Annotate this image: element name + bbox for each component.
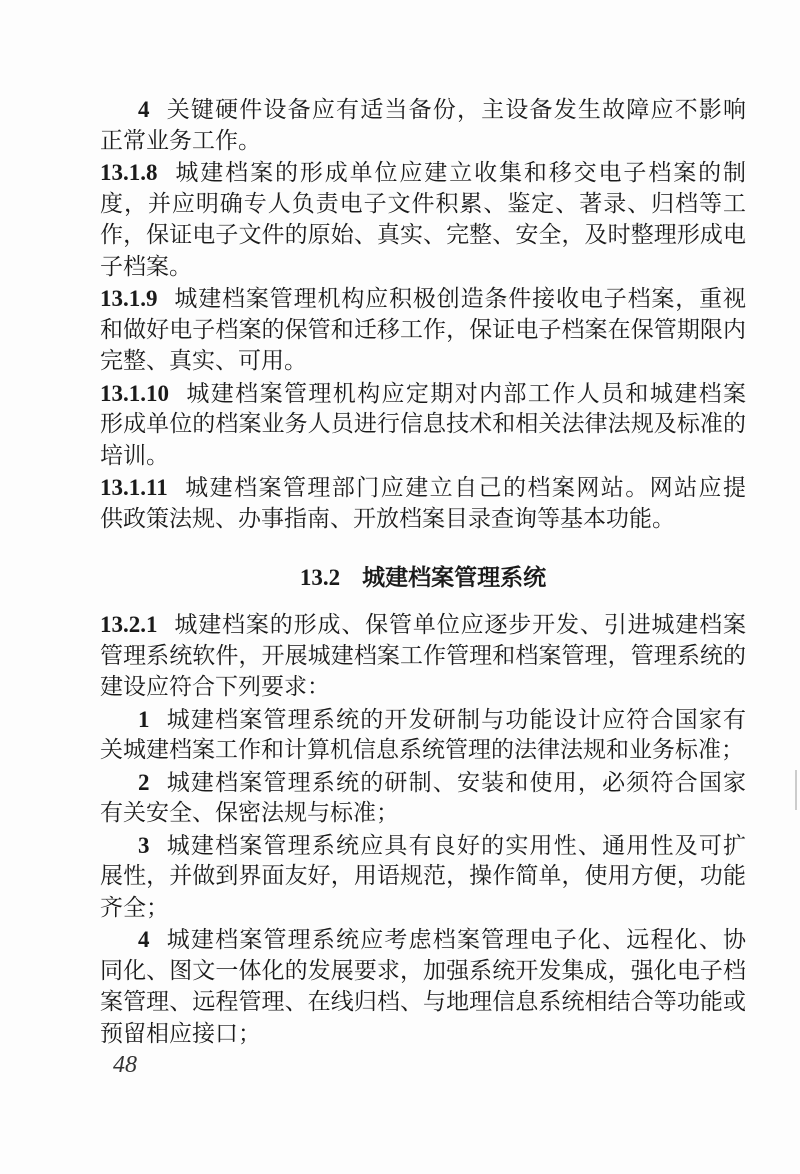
text-line: [100, 735, 746, 767]
section-13-1-continued: [100, 94, 746, 535]
clause-paragraph: [100, 283, 746, 378]
line-text: 同化、图文一体化的发展要求，加强系统开发集成，强化电子档: [100, 957, 746, 984]
section-heading-number: 13.2: [299, 565, 341, 590]
page-number: 48: [113, 1052, 137, 1078]
section-heading: [100, 535, 746, 609]
line-text: 案管理、远程管理、在线归档、与地理信息系统相结合等功能或: [100, 989, 746, 1015]
line-text: 正常业务工作。: [100, 127, 261, 154]
clause-number: 13.1.9: [100, 286, 158, 311]
line-text: 培训。: [100, 442, 169, 469]
section-heading-title: 城建档案管理系统: [362, 564, 547, 591]
text-line: [100, 157, 746, 189]
text-line: [100, 987, 746, 1019]
scan-edge-mark: [795, 770, 797, 810]
text-line: [100, 609, 746, 641]
text-line: [100, 924, 746, 956]
line-text: 城建档案的形成单位应建立收集和移交电子档案的制: [173, 160, 746, 186]
text-line: [100, 767, 746, 799]
line-text: 子档案。: [100, 253, 192, 280]
line-text: 关城建档案工作和计算机信息系统管理的法律法规和业务标准；: [100, 737, 744, 763]
clause-paragraph: [100, 472, 746, 535]
line-text: 展性，并做到界面友好，用语规范，操作简单，使用方便，功能: [100, 863, 746, 889]
clause-number: 13.1.11: [100, 475, 168, 500]
text-line: [100, 441, 746, 473]
text-line: [100, 283, 746, 315]
line-text: 有关安全、保密法规与标准；: [100, 800, 399, 826]
line-text: 城建档案管理系统的研制、安装和使用，必须符合国家: [165, 769, 746, 796]
line-text: 关键硬件设备应有适当备份，主设备发生故障应不影响: [165, 97, 746, 123]
clause-number: 3: [138, 832, 150, 858]
text-line: [100, 315, 746, 347]
text-line: [100, 189, 746, 221]
clause-number: 1: [138, 706, 150, 732]
text-line: [100, 220, 746, 252]
clause-paragraph: [100, 378, 746, 473]
line-text: 和做好电子档案的保管和迁移工作，保证电子档案在保管期限内: [100, 316, 746, 343]
line-text: 城建档案管理系统的开发研制与功能设计应符合国家有: [165, 706, 746, 733]
text-line: [100, 861, 746, 893]
clause-paragraph: [100, 830, 746, 925]
line-text: 城建档案管理机构应积极创造条件接收电子档案，重视: [173, 286, 746, 312]
line-text: 建设应符合下列要求：: [100, 674, 330, 700]
text-line: [100, 378, 746, 410]
text-line: [100, 504, 746, 536]
clause-number: 2: [138, 769, 150, 795]
text-line: [100, 472, 746, 504]
text-line: [100, 252, 746, 284]
line-text: 供政策法规、办事指南、开放档案目录查询等基本功能。: [100, 505, 675, 532]
text-line: [100, 641, 746, 673]
clause-paragraph: [100, 157, 746, 283]
line-text: 齐全；: [100, 894, 169, 921]
section-13-2: [100, 609, 746, 1050]
clause-number: 4: [138, 97, 150, 122]
text-line: [100, 798, 746, 830]
line-text: 预留相应接口；: [100, 1020, 261, 1047]
text-line: [100, 409, 746, 441]
line-text: 城建档案管理机构应定期对内部工作人员和城建档案: [185, 380, 746, 407]
text-line: [100, 672, 746, 704]
document-page: [100, 94, 746, 1050]
clause-number: 13.2.1: [100, 612, 158, 637]
text-line: [100, 1019, 746, 1051]
text-line: [100, 126, 746, 158]
clause-paragraph: [100, 94, 746, 157]
clause-number: 13.1.8: [100, 160, 158, 185]
line-text: 形成单位的档案业务人员进行信息技术和相关法律法规及标准的: [100, 411, 746, 437]
line-text: 作，保证电子文件的原始、真实、完整、安全，及时整理形成电: [100, 222, 746, 248]
line-text: 城建档案管理系统应具有良好的实用性、通用性及可扩: [165, 832, 746, 859]
clause-number: 13.1.10: [100, 380, 169, 406]
line-text: 城建档案管理部门应建立自己的档案网站。网站应提: [183, 475, 746, 501]
line-text: 城建档案的形成、保管单位应逐步开发、引进城建档案: [173, 612, 746, 638]
clause-paragraph: [100, 609, 746, 704]
line-text: 管理系统软件，开展城建档案工作管理和档案管理，管理系统的: [100, 642, 746, 669]
clause-number: 4: [138, 927, 150, 952]
clause-paragraph: [100, 767, 746, 830]
line-text: 城建档案管理系统应考虑档案管理电子化、远程化、协: [165, 927, 746, 953]
clause-paragraph: [100, 704, 746, 767]
line-text: 完整、真实、可用。: [100, 348, 307, 374]
text-line: [100, 893, 746, 925]
text-line: [100, 346, 746, 378]
text-line: [100, 94, 746, 126]
text-line: [100, 704, 746, 736]
text-line: [100, 830, 746, 862]
clause-paragraph: [100, 924, 746, 1050]
text-line: [100, 956, 746, 988]
line-text: 度，并应明确专人负责电子文件积累、鉴定、著录、归档等工: [100, 190, 746, 217]
